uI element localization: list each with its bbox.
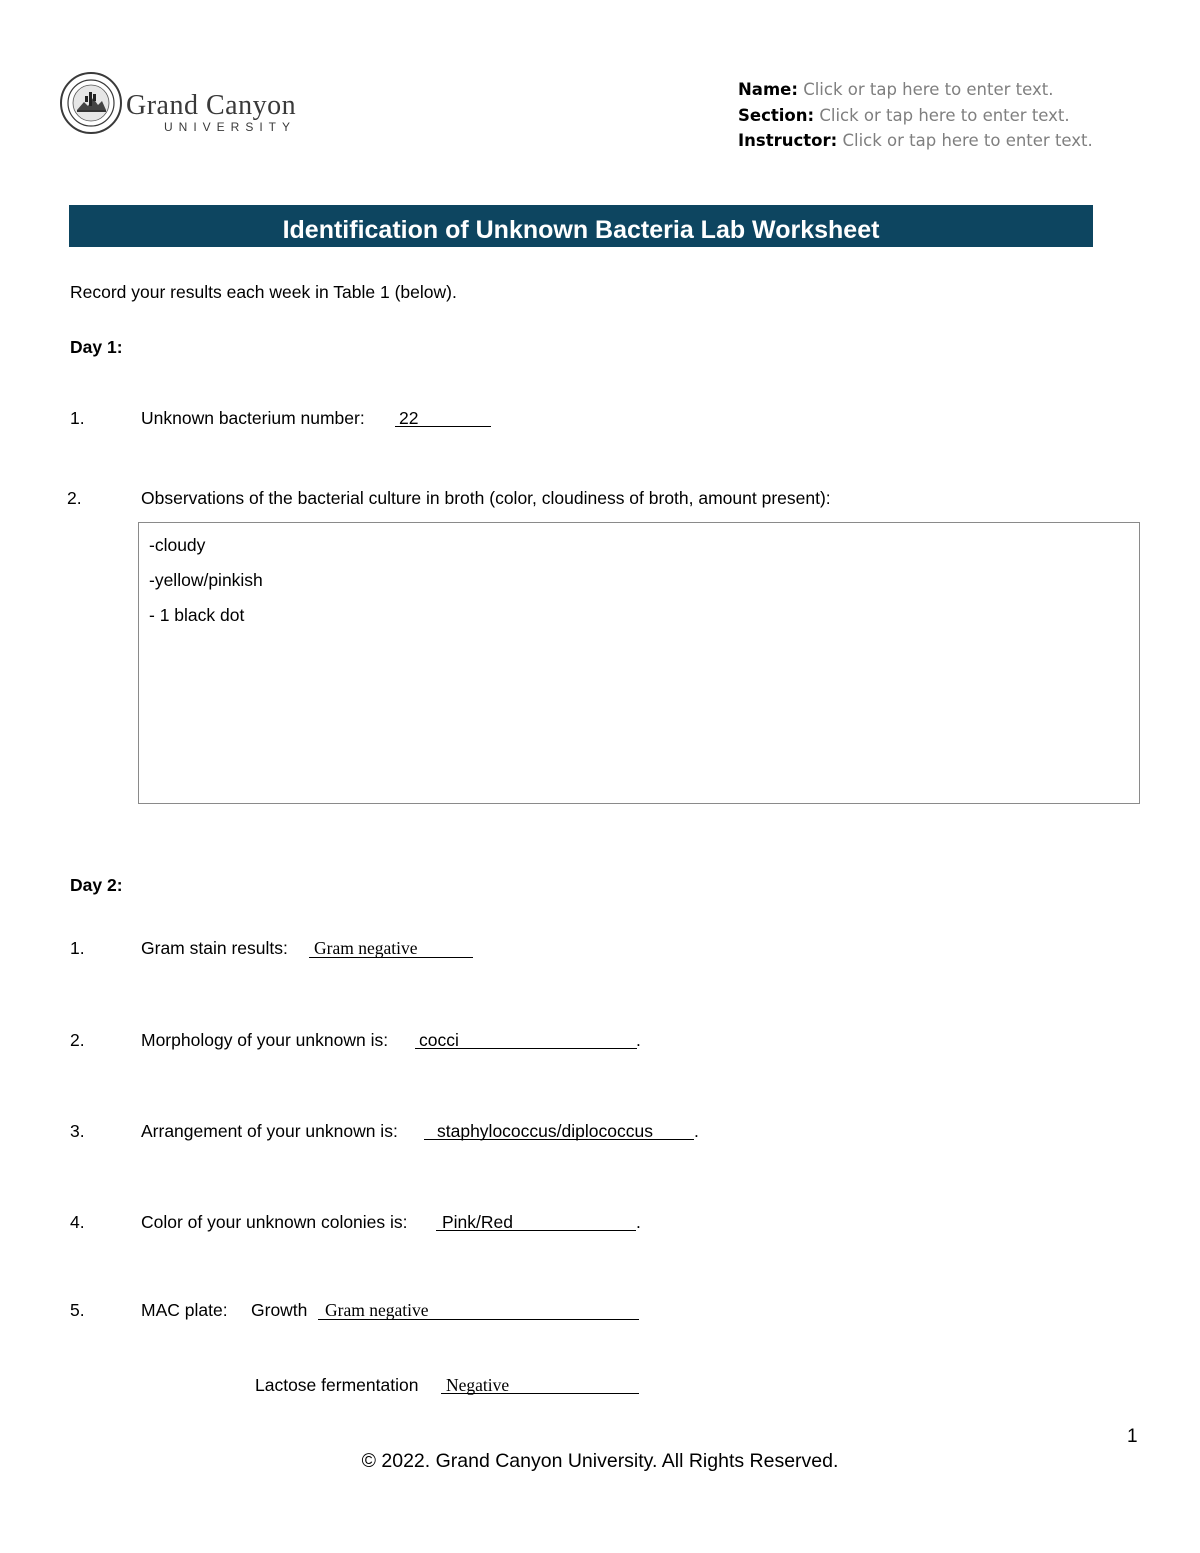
day2-q5-lactose-answer[interactable]: Negative: [446, 1375, 510, 1395]
day2-q4-answer[interactable]: Pink/Red: [442, 1212, 514, 1232]
day2-q1-number: 1.: [70, 938, 85, 958]
instructor-input-placeholder[interactable]: Click or tap here to enter text.: [842, 131, 1093, 150]
logo-subtext: UNIVERSITY: [164, 120, 297, 134]
day1-q1-underline: [395, 426, 491, 427]
day2-q2-label: Morphology of your unknown is:: [141, 1030, 389, 1050]
page-title: Identification of Unknown Bacteria Lab Worksheet: [282, 216, 880, 244]
observation-line: -cloudy: [149, 535, 206, 555]
observation-line: - 1 black dot: [149, 605, 245, 625]
day2-heading: Day 2:: [70, 875, 123, 895]
name-label: Name:: [738, 80, 798, 99]
day2-q3-answer-field[interactable]: [437, 1121, 653, 1142]
copyright-footer: © 2022. Grand Canyon University. All Rights Reserved.: [361, 1450, 839, 1472]
day2-q5-growth-answer[interactable]: Gram negative: [325, 1300, 429, 1320]
day1-q1-question: [141, 408, 365, 429]
intro-text: Record your results each week in Table 1 (below).: [70, 282, 457, 302]
instructor-field[interactable]: [738, 131, 1093, 150]
day1-q1-label: Unknown bacterium number:: [141, 408, 365, 428]
day2-q2-answer[interactable]: cocci: [419, 1030, 459, 1050]
section-input-placeholder[interactable]: Click or tap here to enter text.: [819, 106, 1070, 125]
university-logo: [60, 72, 350, 134]
observation-line: -yellow/pinkish: [149, 570, 263, 590]
day2-q2-period: .: [636, 1030, 641, 1050]
day2-q5-label: MAC plate:: [141, 1300, 228, 1320]
day1-q1-answer[interactable]: 22: [399, 408, 419, 428]
day2-q1-label: Gram stain results:: [141, 938, 288, 958]
day2-q1-answer[interactable]: Gram negative: [314, 938, 418, 958]
day2-q4-period: .: [636, 1212, 641, 1232]
logo-wordmark: Grand Canyon: [126, 90, 297, 121]
day2-q1-answer-field[interactable]: [314, 938, 418, 959]
day2-q4-number: 4.: [70, 1212, 85, 1232]
day2-q5-number: 5.: [70, 1300, 85, 1320]
page-number: 1: [1127, 1426, 1138, 1447]
section-label: Section:: [738, 106, 815, 125]
day2-q4-answer-field[interactable]: [442, 1212, 513, 1233]
name-field[interactable]: [738, 80, 1053, 99]
day1-q1-number: 1.: [70, 408, 85, 428]
day2-q5-growth-answer-field[interactable]: [325, 1300, 429, 1321]
day1-q2-label: Observations of the bacterial culture in broth (color, cloudiness of broth, amount present):: [141, 488, 831, 508]
day2-q5-lactose-answer-field[interactable]: [446, 1375, 509, 1396]
day2-q5-growth-label: Growth: [251, 1300, 308, 1320]
section-field[interactable]: [738, 106, 1070, 125]
day1-q2-number: 2.: [67, 488, 82, 508]
day2-q4-label: Color of your unknown colonies is:: [141, 1212, 408, 1232]
instructor-label: Instructor:: [738, 131, 838, 150]
university-seal-icon: [60, 72, 122, 134]
observations-textbox[interactable]: [138, 522, 1140, 804]
day2-q3-period: .: [694, 1121, 699, 1141]
day2-q2-number: 2.: [70, 1030, 85, 1050]
title-banner: [69, 205, 1093, 247]
day2-q5-lactose-label: Lactose fermentation: [255, 1375, 419, 1395]
day2-q3-answer[interactable]: staphylococcus/diplococcus: [437, 1121, 653, 1141]
day2-q2-answer-field[interactable]: [419, 1030, 459, 1051]
day2-q3-label: Arrangement of your unknown is:: [141, 1121, 398, 1141]
day2-q3-number: 3.: [70, 1121, 85, 1141]
name-input-placeholder[interactable]: Click or tap here to enter text.: [803, 80, 1054, 99]
day1-heading: Day 1:: [70, 337, 123, 357]
